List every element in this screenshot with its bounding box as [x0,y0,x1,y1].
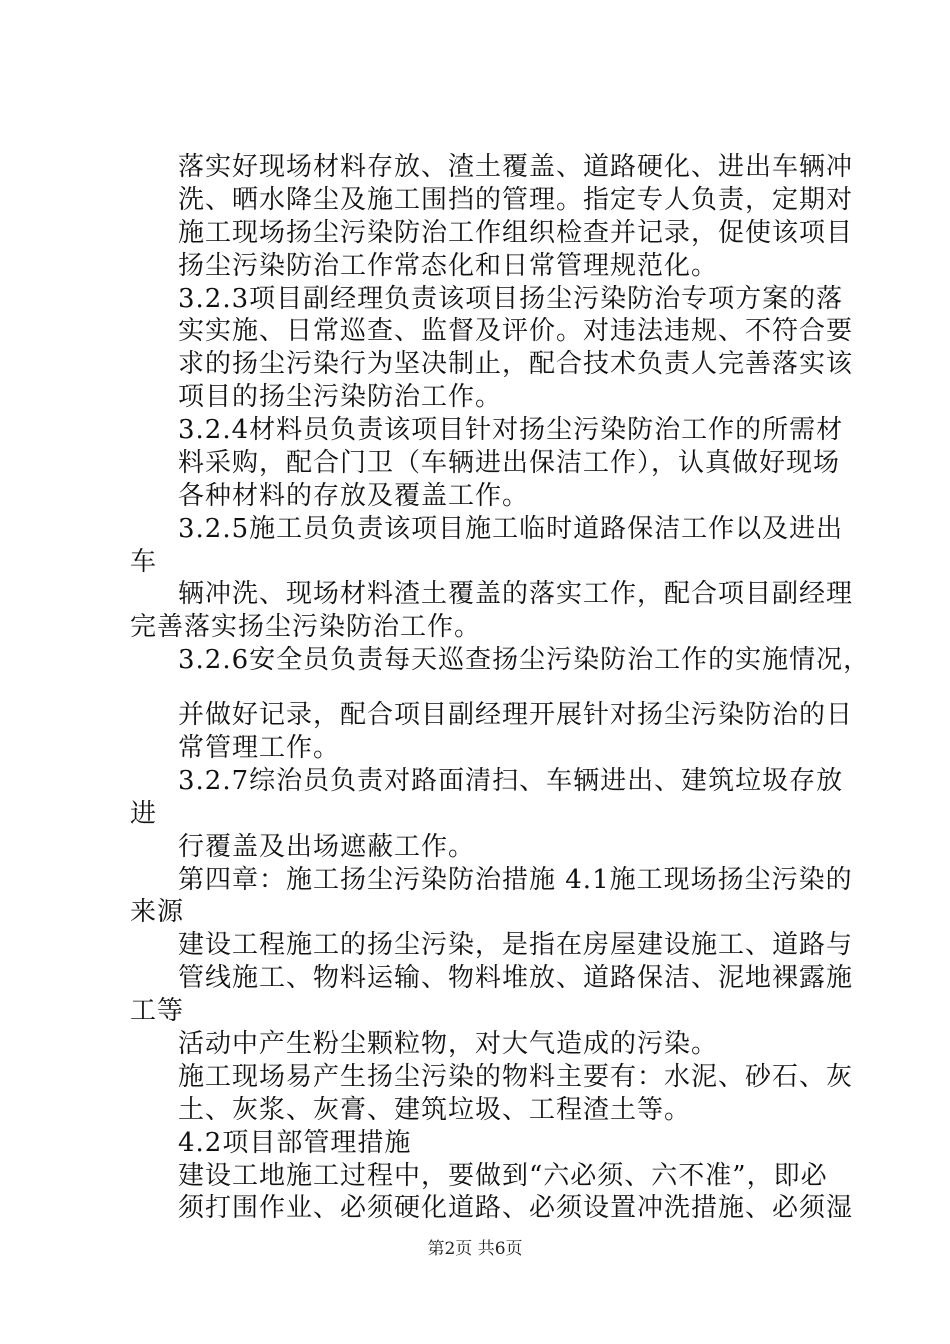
text-line: 落实好现场材料存放、渣土覆盖、道路硬化、进出车辆冲 [178,152,854,182]
text-line: 求的扬尘污染行为坚决制止，配合技术负责人完善落实该 [178,349,854,380]
text-line: 各种材料的存放及覆盖工作。 [178,480,530,511]
text-line: 施工现场易产生扬尘污染的物料主要有：水泥、砂石、灰 [178,1061,854,1092]
text-line: 进 [130,798,158,829]
text-line: 3.2.4材料员负责该项目针对扬尘污染防治工作的所需材 [178,415,844,446]
text-line: 并做好记录，配合项目副经理开展针对扬尘污染防治的日 [178,700,854,731]
text-line: 3.2.3项目副经理负责该项目扬尘污染防治专项方案的落 [178,283,844,314]
text-line: 扬尘污染防治工作常态化和日常管理规范化。 [178,250,719,281]
text-line: 建设工程施工的扬尘污染，是指在房屋建设施工、道路与 [178,930,854,961]
text-line: 常管理工作。 [178,733,341,764]
text-line: 辆冲洗、现场材料渣土覆盖的落实工作，配合项目副经理 [178,579,854,610]
text-line: 工等 [130,996,185,1027]
text-line: 施工现场扬尘污染防治工作组织检查并记录，促使该项目 [178,217,854,248]
text-line: 料采购，配合门卫（车辆进出保洁工作），认真做好现场 [178,447,841,478]
text-line: 活动中产生粉尘颗粒物，对大气造成的污染。 [178,1028,719,1059]
text-line: 土、灰浆、灰膏、建筑垃圾、工程渣土等。 [178,1094,692,1125]
text-line: 建设工地施工过程中，要做到“六必须、六不准”，即必 [178,1160,828,1191]
text-line: 项目的扬尘污染防治工作。 [178,382,503,413]
page-number-footer: 第2页 共6页 [427,1239,523,1259]
text-line: 4.2项目部管理措施 [178,1127,412,1158]
text-line: 完善落实扬尘污染防治工作。 [130,612,482,643]
text-line: 车 [130,546,158,577]
text-line: 管线施工、物料运输、物料堆放、道路保洁、泥地裸露施 [178,963,854,994]
text-line: 洗、晒水降尘及施工围挡的管理。指定专人负责，定期对 [178,184,854,215]
text-line: 3.2.7综治员负责对路面清扫、车辆进出、建筑垃圾存放 [178,765,844,796]
text-line: 实实施、日常巡查、监督及评价。对违法违规、不符合要 [178,316,854,347]
text-line: 来源 [130,897,185,928]
text-line: 3.2.6安全员负责每天巡查扬尘污染防治工作的实施情况， [178,645,871,676]
text-line: 第四章：施工扬尘污染防治措施 4.1施工现场扬尘污染的 [178,864,853,895]
text-line: 须打围作业、必须硬化道路、必须设置冲洗措施、必须湿 [178,1193,854,1224]
text-line: 3.2.5施工员负责该项目施工临时道路保洁工作以及进出 [178,513,844,544]
text-line: 行覆盖及出场遮蔽工作。 [178,831,476,862]
